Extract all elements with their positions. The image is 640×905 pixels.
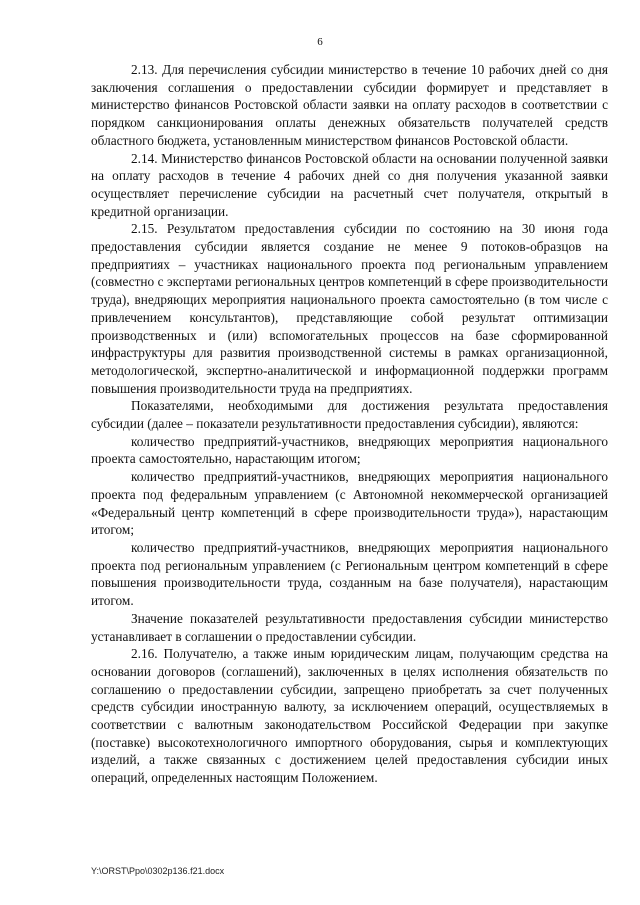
paragraph-2-16: 2.16. Получателю, а также иным юридическим лицам, получающим средства на основании договоров (соглашений), заключенных в целях исполнения обязательств по соглашению о предоставлении субсидии, запрещено приобретать за счет полученных средств субсидии иностранную валюту, за исключением операций, осуществляемых в соответствии с валютным законодательством Российской Федерации при закупке (поставке) высокотехнологичного импортного оборудования, сырья и комплектующих изделий, а также связанных с достижением целей предоставления субсидии иных операций, определенных настоящим Положением. [91, 646, 608, 786]
indicator-item-2: количество предприятий-участников, внедряющих мероприятия национального проекта под федеральным управлением (с Автономной некоммерческой организацией «Федеральный центр компетенций в сфере производительности труда»), нарастающим итогом; [91, 469, 608, 538]
page-number: 6 [317, 36, 323, 48]
paragraph-2-14: 2.14. Министерство финансов Ростовской области на основании полученной заявки на оплату расходов в течение 4 рабочих дней со дня получения указанной заявки осуществляет перечисление субсидии на расчетный счет получателя, открытый в кредитной организации. [91, 150, 608, 219]
footer-file-path: Y:\ORST\Ppo\0302p136.f21.docx [91, 866, 225, 876]
document-body [91, 61, 608, 787]
paragraph-indicator-values: Значение показателей результативности предоставления субсидии министерство устанавливает в соглашении о предоставлении субсидии. [91, 610, 608, 644]
indicator-item-3: количество предприятий-участников, внедряющих мероприятия национального проекта под региональным управлением (с Региональным центром компетенций в сфере повышения производительности труда, созданным на базе получателя), нарастающим итогом. [91, 539, 608, 609]
paragraph-indicators-intro: Показателями, необходимыми для достижения результата предоставления субсидии (далее – показатели результативности предоставления субсидии), являются: [91, 398, 608, 432]
paragraph-2-15: 2.15. Результатом предоставления субсидии по состоянию на 30 июня года предоставления субсидии является создание не менее 9 потоков-образцов на предприятиях – участниках национального проекта под региональным управлением (совместно с экспертами региональных центров компетенций в сфере производительности труда), внедряющих мероприятия национального проекта самостоятельно (в том числе с привлечением консультантов), представляющие собой результат оптимизации производственных и (или) вспомогательных процессов на базе сформированной инфраструктуры для развития производственной системы в рамках организационной, методологической, экспертно-аналитической и информационной поддержки программ повышения производительности труда на предприятиях. [91, 221, 608, 396]
indicator-item-1: количество предприятий-участников, внедряющих мероприятия национального проекта самостоятельно, нарастающим итогом; [91, 433, 608, 467]
paragraph-2-13: 2.13. Для перечисления субсидии министерство в течение 10 рабочих дней со дня заключения соглашения о предоставлении субсидии формирует и представляет в министерство финансов Ростовской области заявки на оплату расходов в соответствии с порядком санкционирования оплаты денежных обязательств получателей средств областного бюджета, установленным министерством финансов Ростовской области. [91, 62, 608, 148]
